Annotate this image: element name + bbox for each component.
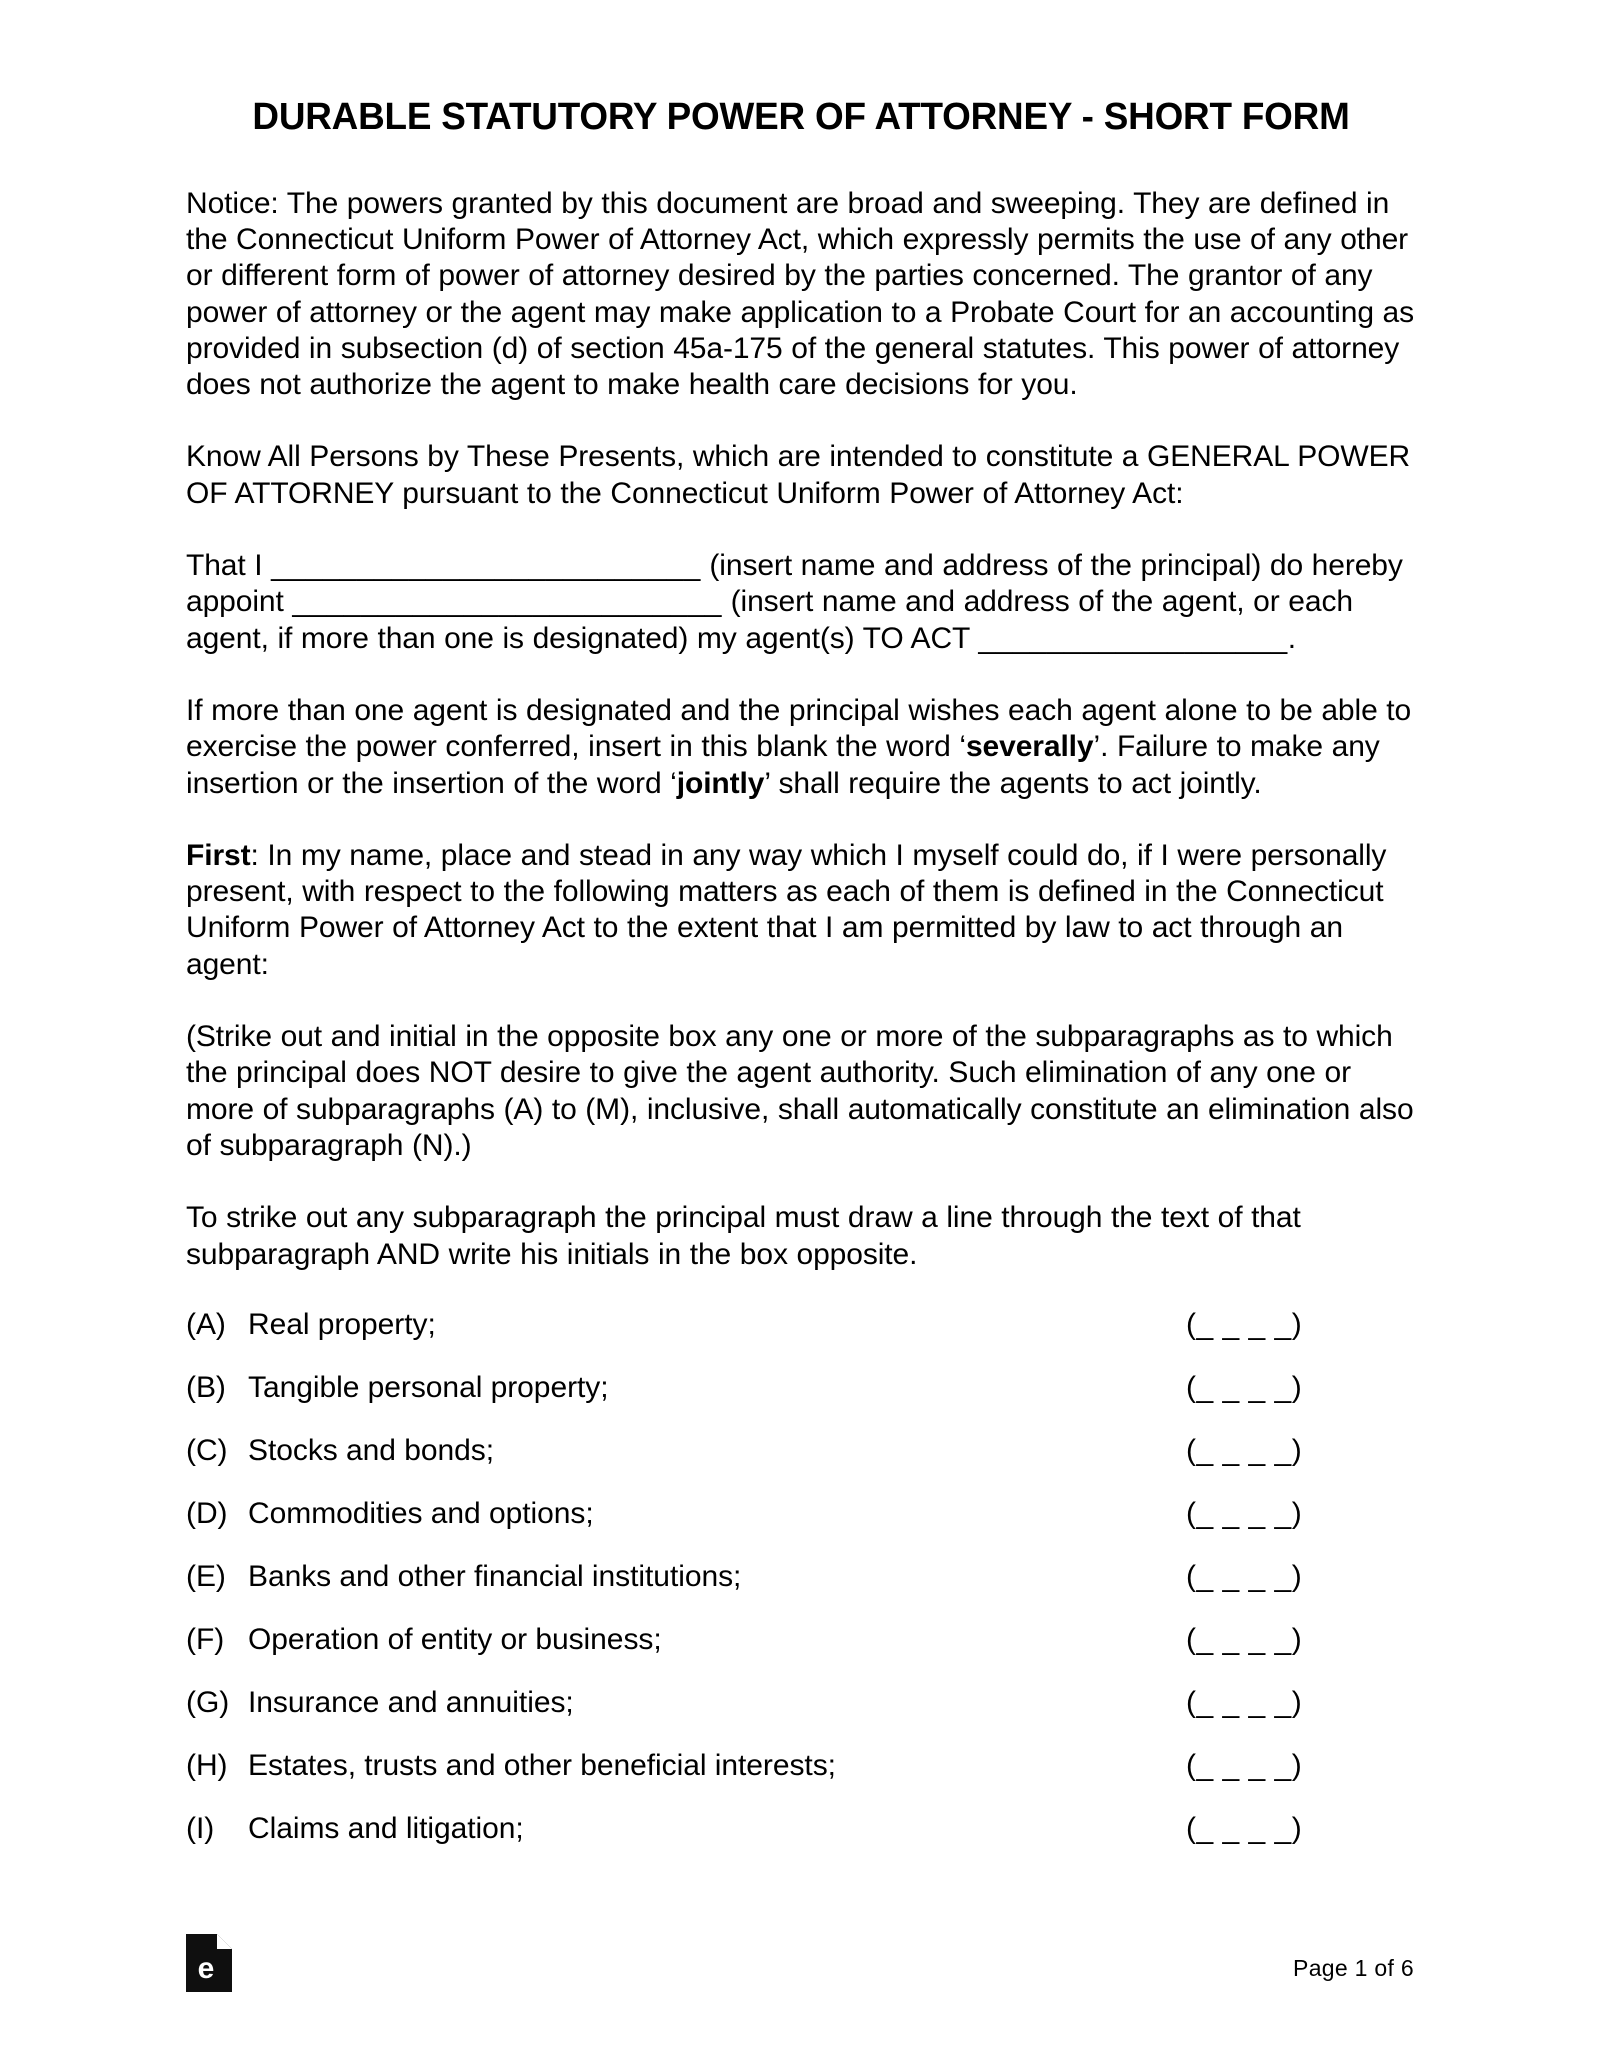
- paragraph-know-all-persons: Know All Persons by These Presents, which are intended to constitute a GENERAL POWER OF ATTORNEY pursuant to the Connecticut Uniform Power of Attorney Act:: [186, 440, 1411, 510]
- initial-box[interactable]: (_ _ _ _): [1186, 1370, 1303, 1404]
- first-label: First: [186, 838, 251, 872]
- appointment-text-2: (insert name and address of the principal) do hereby appoint: [186, 549, 1403, 619]
- agents-text-2: ’. Failure to make any insertion or the insertion of the word ‘: [186, 730, 1380, 800]
- first-text: : In my name, place and stead in any way which I myself could do, if I were personally present, with respect to the following matters as each of them is defined in the Connecticut Uniform Power of Attorney Act to the extent that I am permitted by law to act through an agent:: [186, 838, 1387, 981]
- list-item[interactable]: [186, 1811, 1416, 1847]
- list-item[interactable]: [186, 1496, 1416, 1532]
- word-severally: severally: [965, 730, 1094, 764]
- list-item-letter: (B): [186, 1370, 226, 1404]
- initial-box[interactable]: (_ _ _ _): [1186, 1622, 1303, 1656]
- page-footer: [186, 1928, 1414, 1998]
- list-item-letter: (D): [186, 1496, 228, 1530]
- initial-box[interactable]: (_ _ _ _): [1186, 1433, 1303, 1467]
- page-number: Page 1 of 6: [1293, 1955, 1414, 1981]
- list-item-label: Commodities and options;: [248, 1496, 594, 1530]
- initial-box[interactable]: (_ _ _ _): [1186, 1559, 1303, 1593]
- list-item-label: Claims and litigation;: [248, 1811, 524, 1845]
- list-item-label: Real property;: [248, 1307, 436, 1341]
- svg-text:e: e: [197, 1952, 215, 1985]
- page-title: DURABLE STATUTORY POWER OF ATTORNEY - SHORT FORM: [252, 96, 1350, 138]
- agents-text-3: ’ shall require the agents to act jointly.: [764, 766, 1262, 800]
- initial-box[interactable]: (_ _ _ _): [1186, 1811, 1303, 1845]
- list-item[interactable]: [186, 1622, 1416, 1658]
- appointment-text-4: .: [1287, 621, 1296, 655]
- list-item-label: Operation of entity or business;: [248, 1622, 662, 1656]
- paragraph-severally-jointly: [186, 693, 1416, 802]
- initial-box[interactable]: (_ _ _ _): [1186, 1496, 1303, 1530]
- paragraph-strike-out-instructions: (Strike out and initial in the opposite box any one or more of the subparagraphs as to which the principal does NOT desire to give the agent authority. Such elimination of any one or more of subparagraphs (A) to (M), inclusive, shall automatically constitute an elimination also of subparagraph (N).): [186, 1020, 1414, 1162]
- initial-box[interactable]: (_ _ _ _): [1186, 1748, 1303, 1782]
- list-item-label: Estates, trusts and other beneficial interests;: [248, 1748, 836, 1782]
- paragraph-first: [186, 838, 1416, 983]
- eforms-logo-icon: [186, 1934, 232, 1992]
- list-item-letter: (E): [186, 1559, 226, 1593]
- initial-box[interactable]: (_ _ _ _): [1186, 1685, 1303, 1719]
- principal-blank[interactable]: _________________________: [271, 549, 701, 583]
- list-item-letter: (H): [186, 1748, 228, 1782]
- list-item-label: Stocks and bonds;: [248, 1433, 494, 1467]
- list-item-letter: (I): [186, 1811, 215, 1845]
- powers-list: [186, 1307, 1416, 1847]
- appointment-text-3: (insert name and address of the agent, or each agent, if more than one is designated) my agent(s) TO ACT: [186, 585, 1353, 655]
- paragraph-to-strike-out: To strike out any subparagraph the principal must draw a line through the text of that subparagraph AND write his initials in the box opposite.: [186, 1201, 1301, 1271]
- list-item[interactable]: [186, 1559, 1416, 1595]
- list-item-label: Tangible personal property;: [248, 1370, 609, 1404]
- act-mode-blank[interactable]: __________________: [978, 621, 1288, 655]
- paragraph-notice: Notice: The powers granted by this document are broad and sweeping. They are defined in the Connecticut Uniform Power of Attorney Act, which expressly permits the use of any other or different form of power of attorney desired by the parties concerned. The grantor of any power of attorney or the agent may make application to a Probate Court for an accounting as provided in subsection (d) of section 45a-175 of the general statutes. This power of attorney does not authorize the agent to make health care decisions for you.: [186, 186, 1415, 402]
- list-item-letter: (F): [186, 1622, 225, 1656]
- list-item[interactable]: [186, 1748, 1416, 1784]
- list-item[interactable]: [186, 1433, 1416, 1469]
- list-item[interactable]: [186, 1307, 1416, 1343]
- list-item-letter: (G): [186, 1685, 230, 1719]
- word-jointly: jointly: [676, 766, 765, 800]
- list-item-label: Banks and other financial institutions;: [248, 1559, 742, 1593]
- agent-blank[interactable]: _________________________: [292, 585, 722, 619]
- paragraph-appointment: [186, 548, 1416, 657]
- list-item[interactable]: [186, 1370, 1416, 1406]
- agents-text-1: If more than one agent is designated and the principal wishes each agent alone to be able to exercise the power conferred, insert in this blank the word ‘: [186, 693, 1412, 764]
- list-item[interactable]: [186, 1685, 1416, 1721]
- document-body: [186, 96, 1416, 1874]
- list-item-label: Insurance and annuities;: [248, 1685, 574, 1719]
- initial-box[interactable]: (_ _ _ _): [1186, 1307, 1303, 1341]
- list-item-letter: (A): [186, 1307, 226, 1341]
- list-item-letter: (C): [186, 1433, 228, 1467]
- appointment-text-1: That I: [186, 549, 272, 583]
